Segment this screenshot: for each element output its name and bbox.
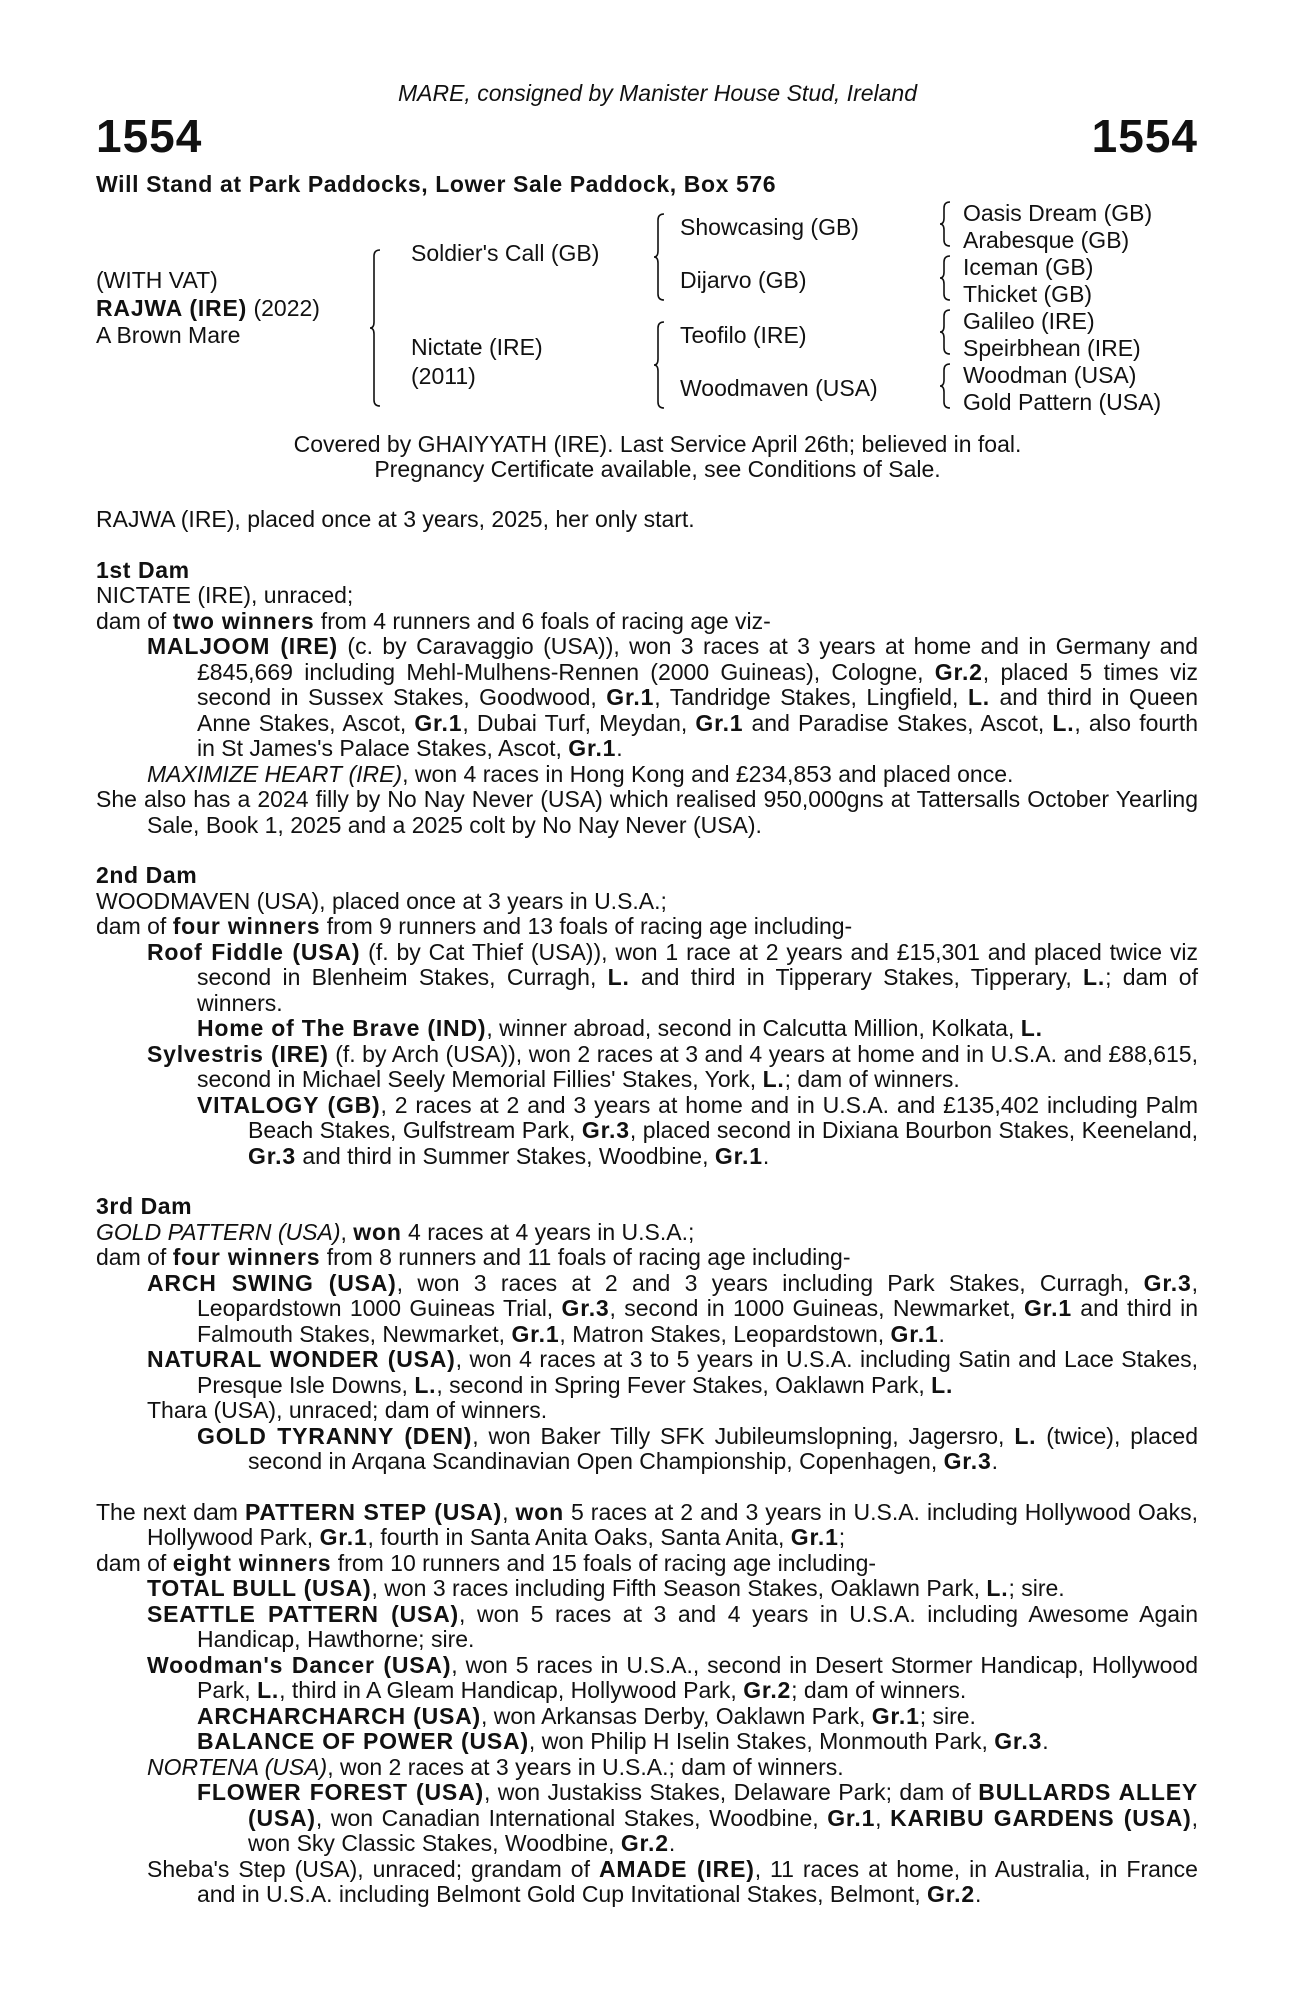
text-run: ; sire. xyxy=(1008,1575,1065,1601)
covered-note: Covered by GHAIYYATH (IRE). Last Service April 26th; believed in foal. xyxy=(293,431,1022,457)
text-run: from 10 runners and 15 foals of racing age including- xyxy=(331,1549,877,1576)
bold-text: L. xyxy=(414,1371,437,1398)
section-heading xyxy=(96,558,1198,584)
horse-description: A Brown Mare xyxy=(96,322,241,348)
text-run: , 2 races at 2 and 3 years at home and in U.S.A. and £135,402 including Palm Beach Stakes, Gulfstream Park, xyxy=(248,1091,1198,1143)
bold-text: Gr.1 xyxy=(606,684,655,710)
pedigree-gen3-item: Oasis Dream (GB) xyxy=(963,200,1153,226)
paragraph xyxy=(96,1093,1198,1170)
bold-text: Gr.1 xyxy=(827,1804,876,1831)
text-run: dam of xyxy=(96,1244,173,1270)
text-run: and third in Queen Anne Stakes, Ascot, xyxy=(197,684,1198,736)
paragraph xyxy=(96,1551,1198,1577)
text-run: , winner abroad, second in Calcutta Million, Kolkata, xyxy=(486,1015,1021,1041)
text-run: , won 4 races at 3 to 5 years in U.S.A. including Satin and Lace Stakes, Presque Isle Downs, xyxy=(197,1346,1198,1398)
text-run: , Leopardstown 1000 Guineas Trial, xyxy=(197,1269,1198,1321)
text-run: from 4 runners and 6 foals of racing age viz- xyxy=(314,607,771,634)
bold-text: two winners xyxy=(172,607,315,634)
text-run: (f. by Arch (USA)), won 2 races at 3 and 4 years at home and in U.S.A. and £88,615, second in Michael Seely Memorial Fillies' Stakes, York, xyxy=(197,1040,1198,1092)
pedigree-brace-icon xyxy=(940,202,952,246)
bold-text: ARCH SWING (USA) xyxy=(147,1269,397,1296)
pedigree-gen2-item: Dijarvo (GB) xyxy=(680,267,807,293)
text-run: (c. by Caravaggio (USA)), won 3 races at 3 years at home and in Germany and £845,669 including Mehl-Mulhens-Rennen (2000 Guineas), Cologne, xyxy=(197,633,1198,685)
text-run: , also fourth in St James's Palace Stakes, Ascot, xyxy=(197,709,1199,761)
text-run: NICTATE (IRE), unraced; xyxy=(96,582,354,608)
italic-text: GOLD PATTERN (USA) xyxy=(96,1218,341,1245)
text-run: . xyxy=(762,1142,770,1169)
bold-text: TOTAL BULL (USA) xyxy=(147,1575,372,1601)
text-run: , won Canadian International Stakes, Woodbine, xyxy=(315,1804,828,1831)
bold-text: NATURAL WONDER (USA) xyxy=(147,1346,456,1372)
paragraph xyxy=(96,1704,1198,1730)
paragraph xyxy=(96,1500,1198,1551)
bold-text: Gr.1 xyxy=(871,1702,920,1729)
text-run: , Matron Stakes, Leopardstown, xyxy=(559,1320,891,1347)
paragraph xyxy=(96,1271,1198,1348)
text-run: . xyxy=(974,1881,982,1907)
paragraph xyxy=(96,1653,1198,1704)
paragraph xyxy=(96,914,1198,940)
text-run: and third in Falmouth Stakes, Newmarket, xyxy=(197,1295,1198,1347)
bold-text: Gr.1 xyxy=(790,1524,839,1550)
paragraph xyxy=(96,1220,1198,1246)
bold-text: SEATTLE PATTERN (USA) xyxy=(147,1600,460,1627)
section-heading xyxy=(96,1194,1198,1220)
bold-text: L. xyxy=(1020,1015,1043,1041)
bold-text: Gr.1 xyxy=(695,709,744,736)
pedigree-gen3-item: Gold Pattern (USA) xyxy=(963,389,1162,415)
pedigree-gen3-item: Iceman (GB) xyxy=(963,254,1094,280)
text-run: and third in Tipperary Stakes, Tipperary, xyxy=(629,964,1084,990)
paragraph xyxy=(96,787,1198,838)
bold-text: KARIBU GARDENS (USA) xyxy=(890,1804,1192,1831)
text-run: , xyxy=(502,1498,516,1525)
text-run: , won Philip H Iselin Stakes, Monmouth Park, xyxy=(528,1728,995,1754)
bold-text: won xyxy=(353,1218,402,1245)
text-run: , placed 5 times viz second in Sussex Stakes, Goodwood, xyxy=(197,658,1198,710)
pedigree-gen2-item: Showcasing (GB) xyxy=(680,214,859,240)
text-run: ; dam of winners. xyxy=(784,1066,960,1092)
text-run: , won Justakiss Stakes, Delaware Park; dam of xyxy=(483,1779,979,1805)
bold-text: Gr.1 xyxy=(1023,1295,1072,1321)
lot-number-right: 1554 xyxy=(1091,110,1198,162)
text-run: She also has a 2024 filly by No Nay Never (USA) which realised 950,000gns at Tattersalls October Yearling Sale, Book 1, 2025 and a 2025 colt by No Nay Never (USA). xyxy=(96,786,1198,838)
text-run: RAJWA (IRE), placed once at 3 years, 2025, her only start. xyxy=(96,506,695,532)
bold-text: L. xyxy=(931,1371,954,1398)
text-run: , won Baker Tilly SFK Jubileumslopning, Jagersro, xyxy=(472,1422,1015,1449)
horse-name-line xyxy=(96,295,320,321)
bold-text: four winners xyxy=(172,1244,321,1270)
paragraph xyxy=(96,1576,1198,1602)
paragraph xyxy=(96,1780,1198,1857)
text-run: 1st Dam xyxy=(96,556,190,583)
pedigree-dam: Nictate (IRE) xyxy=(411,334,543,360)
text-run: , won 3 races at 2 and 3 years including Park Stakes, Curragh, xyxy=(396,1269,1144,1296)
paragraph xyxy=(96,1602,1198,1653)
text-run: , third in A Gleam Handicap, Hollywood Park, xyxy=(279,1677,744,1703)
text-run: , placed second in Dixiana Bourbon Stakes, Keeneland, xyxy=(629,1117,1198,1143)
text-run: , won 5 races in U.S.A., second in Desert Stormer Handicap, Hollywood Park, xyxy=(197,1651,1198,1703)
text-run: ; sire. xyxy=(919,1702,976,1729)
pregnancy-note: Pregnancy Certificate available, see Conditions of Sale. xyxy=(374,456,941,482)
text-run: , xyxy=(340,1218,354,1245)
paragraph xyxy=(96,1755,1198,1781)
bold-text: Gr.1 xyxy=(319,1524,368,1550)
text-run: from 8 runners and 11 foals of racing age including- xyxy=(320,1244,851,1270)
bold-text: Gr.2 xyxy=(620,1830,669,1856)
stand-location: Will Stand at Park Paddocks, Lower Sale Paddock, Box 576 xyxy=(96,171,777,197)
bold-text: L. xyxy=(257,1677,280,1703)
bold-text: L. xyxy=(1052,709,1075,736)
text-run: WOODMAVEN (USA), placed once at 3 years in U.S.A.; xyxy=(96,887,667,914)
text-run: 5 races at 2 and 3 years in U.S.A. including Hollywood Oaks, Hollywood Park, xyxy=(147,1498,1198,1550)
pedigree-brace-icon xyxy=(370,250,382,406)
text-run: and third in Summer Stakes, Woodbine, xyxy=(295,1142,715,1169)
bold-text: BALANCE OF POWER (USA) xyxy=(197,1728,529,1754)
text-run: ; dam of winners. xyxy=(791,1677,967,1703)
text-run: , xyxy=(875,1804,891,1831)
pedigree-dam-year: (2011) xyxy=(411,363,476,389)
text-run: dam of xyxy=(96,607,173,634)
bold-text: Gr.2 xyxy=(743,1677,792,1703)
paragraph xyxy=(96,507,1198,533)
text-run: . xyxy=(668,1830,676,1856)
pedigree-brace-icon xyxy=(654,322,666,408)
text-run: Thara (USA), unraced; dam of winners. xyxy=(147,1397,548,1423)
bold-text: Gr.1 xyxy=(414,709,463,736)
text-run: , won Arkansas Derby, Oaklawn Park, xyxy=(481,1702,872,1729)
bold-text: Gr.1 xyxy=(714,1142,763,1169)
pedigree-gen3-item: Galileo (IRE) xyxy=(963,308,1095,334)
text-run: The next dam xyxy=(96,1498,245,1525)
text-run: and Paradise Stakes, Ascot, xyxy=(743,709,1053,736)
bold-text: L. xyxy=(967,684,990,710)
pedigree-gen3-item: Speirbhean (IRE) xyxy=(963,335,1141,361)
text-run: ; xyxy=(838,1524,846,1550)
bold-text: Woodman's Dancer (USA) xyxy=(147,1651,452,1678)
italic-text: MAXIMIZE HEART (IRE) xyxy=(147,760,403,787)
pedigree-gen3-item: Arabesque (GB) xyxy=(963,227,1130,253)
text-run: 4 races at 4 years in U.S.A.; xyxy=(401,1218,695,1245)
bold-text: AMADE (IRE) xyxy=(598,1855,755,1882)
text-run: dam of xyxy=(96,913,173,939)
bold-text: won xyxy=(515,1498,564,1525)
text-run: 3rd Dam xyxy=(96,1193,193,1219)
bold-text: PATTERN STEP (USA) xyxy=(244,1498,503,1525)
text-run: (twice), placed second in Arqana Scandinavian Open Championship, Copenhagen, xyxy=(248,1422,1198,1474)
pedigree-gen2-item: Teofilo (IRE) xyxy=(680,322,807,348)
text-run: , fourth in Santa Anita Oaks, Santa Anita, xyxy=(367,1524,791,1550)
pedigree-brace-icon xyxy=(654,214,666,300)
paragraph xyxy=(96,634,1198,762)
paragraph xyxy=(96,1424,1198,1475)
text-run: , second in 1000 Guineas, Newmarket, xyxy=(609,1295,1024,1321)
text-run: dam of xyxy=(96,1549,173,1576)
catalogue-body xyxy=(96,507,1198,1908)
text-run: , 11 races at home, in Australia, in France and in U.S.A. including Belmont Gold Cup Invitational Stakes, Belmont, xyxy=(197,1855,1198,1907)
text-run: . xyxy=(991,1448,998,1474)
bold-text: L. xyxy=(762,1066,785,1092)
pedigree-sire: Soldier's Call (GB) xyxy=(411,240,600,266)
pedigree-gen3-item: Woodman (USA) xyxy=(963,362,1137,388)
text-run: , Tandridge Stakes, Lingfield, xyxy=(654,684,968,710)
paragraph xyxy=(96,1042,1198,1093)
bold-text: Gr.1 xyxy=(511,1320,560,1347)
bold-text: Gr.3 xyxy=(248,1142,296,1169)
paragraph xyxy=(96,762,1198,788)
text-run: , won 2 races at 3 years in U.S.A.; dam of winners. xyxy=(327,1753,844,1780)
paragraph xyxy=(96,1857,1198,1908)
vat-note: (WITH VAT) xyxy=(96,267,218,293)
bold-text: Gr.3 xyxy=(581,1117,630,1143)
text-run: , Dubai Turf, Meydan, xyxy=(462,709,696,736)
bold-text: Gr.2 xyxy=(927,1881,975,1907)
paragraph xyxy=(96,609,1198,635)
horse-name: RAJWA (IRE) xyxy=(96,295,248,321)
bold-text: Sylvestris (IRE) xyxy=(147,1040,329,1067)
text-run: Sheba's Step (USA), unraced; grandam of xyxy=(147,1855,599,1882)
text-run: , won 3 races including Fifth Season Stakes, Oaklawn Park, xyxy=(371,1575,987,1601)
paragraph xyxy=(96,1398,1198,1424)
italic-text: NORTENA (USA) xyxy=(147,1753,328,1780)
bold-text: ARCHARCHARCH (USA) xyxy=(197,1702,481,1729)
pedigree-brace-icon xyxy=(940,310,952,354)
paragraph xyxy=(96,1016,1198,1042)
horse-year: (2022) xyxy=(253,295,320,321)
consignor-title: MARE, consigned by Manister House Stud, Ireland xyxy=(397,80,918,106)
text-run: , won Sky Classic Stakes, Woodbine, xyxy=(248,1804,1198,1856)
bold-text: FLOWER FOREST (USA) xyxy=(197,1779,484,1805)
bold-text: Gr.1 xyxy=(890,1320,939,1347)
bold-text: Gr.1 xyxy=(568,735,617,761)
bold-text: VITALOGY (GB) xyxy=(197,1091,381,1118)
text-run: . xyxy=(616,735,623,761)
text-run: , won 5 races at 3 and 4 years in U.S.A. including Awesome Again Handicap, Hawthorne; sire. xyxy=(197,1600,1199,1652)
pedigree-gen3-item: Thicket (GB) xyxy=(963,281,1093,307)
bold-text: Gr.3 xyxy=(1143,1269,1192,1296)
bold-text: BULLARDS ALLEY (USA) xyxy=(248,1779,1198,1831)
bold-text: MALJOOM (IRE) xyxy=(147,633,339,659)
bold-text: L. xyxy=(1083,964,1106,990)
bold-text: GOLD TYRANNY (DEN) xyxy=(197,1422,473,1449)
text-run: . xyxy=(938,1320,945,1347)
bold-text: Gr.3 xyxy=(943,1448,992,1474)
paragraph xyxy=(96,1245,1198,1271)
bold-text: eight winners xyxy=(172,1549,332,1576)
paragraph xyxy=(96,940,1198,1017)
text-run: ; dam of winners. xyxy=(197,964,1198,1016)
bold-text: L. xyxy=(986,1575,1009,1601)
bold-text: Home of The Brave (IND) xyxy=(197,1015,487,1041)
section-heading xyxy=(96,863,1198,889)
text-run: (f. by Cat Thief (USA)), won 1 race at 2 years and £15,301 and placed twice viz second in Blenheim Stakes, Curragh, xyxy=(197,938,1198,990)
text-run: , second in Spring Fever Stakes, Oaklawn Park, xyxy=(436,1371,932,1398)
bold-text: Roof Fiddle (USA) xyxy=(147,938,361,965)
text-run: from 9 runners and 13 foals of racing age including- xyxy=(320,913,853,939)
paragraph xyxy=(96,889,1198,915)
text-run: . xyxy=(1042,1728,1049,1754)
paragraph xyxy=(96,1729,1198,1755)
pedigree-brace-icon xyxy=(940,364,952,408)
bold-text: Gr.2 xyxy=(934,658,983,685)
text-run: 2nd Dam xyxy=(96,862,198,888)
bold-text: four winners xyxy=(172,913,321,939)
text-run: , won 4 races in Hong Kong and £234,853 and placed once. xyxy=(402,760,1014,787)
paragraph xyxy=(96,1347,1198,1398)
bold-text: Gr.3 xyxy=(994,1728,1043,1754)
bold-text: L. xyxy=(1014,1422,1037,1449)
pedigree-gen2-item: Woodmaven (USA) xyxy=(680,375,878,401)
bold-text: Gr.3 xyxy=(561,1295,610,1321)
lot-number-left: 1554 xyxy=(96,110,203,162)
bold-text: L. xyxy=(607,964,630,990)
pedigree-brace-icon xyxy=(940,256,952,300)
paragraph xyxy=(96,583,1198,609)
